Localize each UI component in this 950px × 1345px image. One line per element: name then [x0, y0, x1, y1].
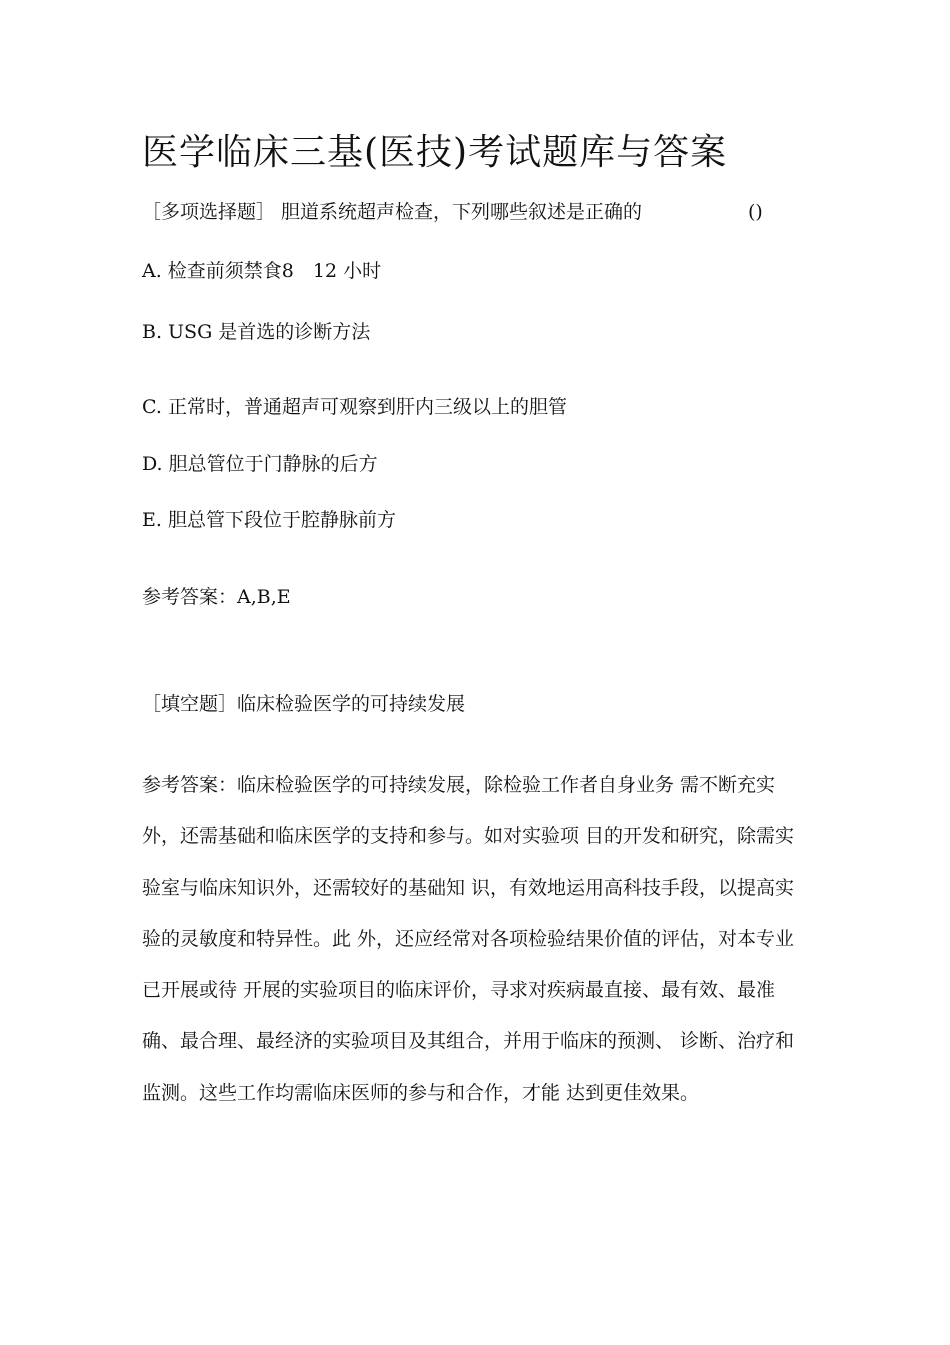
question-2-stem: ［填空题］临床检验医学的可持续发展: [142, 693, 466, 715]
question-1-option-a: A. 检查前须禁食8 12 小时: [142, 260, 382, 282]
question-1-option-b: B. USG 是首选的诊断方法: [142, 321, 371, 343]
question-1-option-e: E. 胆总管下段位于腔静脉前方: [142, 509, 396, 531]
question-2-answer: 参考答案：临床检验医学的可持续发展，除检验工作者自身业务 需不断充实外，还需基础和临床医学的支持和参与。如对实验项 目的开发和研究，除需实验室与临床知识外，还需较好的基础知 识，有效地运用高科技手段，以提高实验的灵敏度和特异性。此 外，还应经常对各项检验结果价值的评估，对本专业已开展或待 开展的实验项目的临床评价，寻求对疾病最直接、最有效、最准 确、最合理、最经济的实验项目及其组合，并用于临床的预测、 诊断、治疗和监测。这些工作均需临床医师的参与和合作，才能 达到更佳效果。: [142, 774, 795, 1104]
question-1-stem: ［多项选择题］ 胆道系统超声检查，下列哪些叙述是正确的: [142, 201, 643, 223]
question-1-answer-blank: (): [748, 201, 763, 223]
question-1-option-c: C. 正常时，普通超声可观察到肝内三级以上的胆管: [142, 396, 567, 418]
question-1-answer: 参考答案：A,B,E: [142, 586, 291, 608]
document-title: 医学临床三基(医技)考试题库与答案: [142, 132, 728, 174]
question-1-option-d: D. 胆总管位于门静脉的后方: [142, 453, 378, 475]
